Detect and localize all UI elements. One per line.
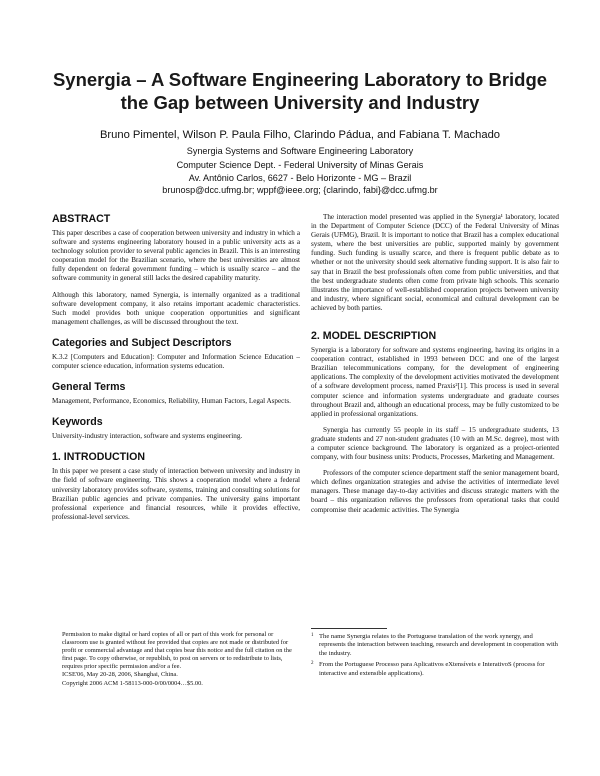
footnote-1-mark: 1 xyxy=(311,633,314,638)
footnote-rule xyxy=(311,628,387,629)
authors: Bruno Pimentel, Wilson P. Paula Filho, Clarindo Pádua, and Fabiana T. Machado xyxy=(99,129,501,141)
categories-text: K.3.2 [Computers and Education]: Computer and Information Science Education – computer science education, information systems education. xyxy=(52,352,300,371)
introduction-heading: 1. INTRODUCTION xyxy=(52,451,145,464)
title-line-2: the Gap between University and Industry xyxy=(120,92,480,113)
model-paragraph-1: Synergia is a laboratory for software and systems engineering, having its origins in a cooperation contract, established in 1993 between DCC and one of the largest Brazilian telecommunications company, for the development of engineering applications. The complexity of the development activities motivated the development of a software development process, named Praxis²[1]. This process is used in several computer science and information systems undergraduate and graduate courses throughout Brazil and, although an educational process, may be fully customized to be applied in professional organizations. xyxy=(311,346,559,418)
affiliation-dept: Computer Science Dept. - Federal University of Minas Gerais xyxy=(176,160,424,170)
keywords-heading: Keywords xyxy=(52,416,103,429)
footnote-1-text: The name Synergia relates to the Portuguese translation of the work synergy, and represents the interaction between teaching, research and development in cooperation with the industry. xyxy=(319,633,558,657)
general-terms-heading: General Terms xyxy=(52,381,126,394)
copyright-line: Copyright 2006 ACM 1-58113-000-0/00/0004…$5.00. xyxy=(62,679,203,687)
title-line-1: Synergia – A Software Engineering Laboratory to Bridge xyxy=(52,69,548,90)
keywords-text: University-industry interaction, software and systems engineering. xyxy=(52,432,243,441)
footnote-1 xyxy=(311,633,559,658)
paper-title xyxy=(40,68,560,114)
model-heading: 2. MODEL DESCRIPTION xyxy=(311,330,437,343)
footnotes xyxy=(311,633,559,681)
model-paragraph-3: Professors of the computer science department staff the senior management board, which defines organization strategies and advise the activities of intermediate level managers. These manage day-to-day activities and discuss strategic matters with the board – this organization relieves the professors from operational tasks that could compromise their academic activities. The Synergia xyxy=(311,469,559,514)
categories-heading: Categories and Subject Descriptors xyxy=(52,336,232,349)
abstract-paragraph-1: This paper describes a case of cooperation between university and industry in which a software and systems engineering laboratory housed in a public university acts as a technology solution provider to several public agencies in Brazil. This is an interesting cooperation model for the Brazilian scenario, where the best universities are almost fully dependent on federal government funding – which is usually scarce – and the software community in general still lacks the desired capability maturity. xyxy=(52,229,300,283)
abstract-paragraph-2: Although this laboratory, named Synergia, is internally organized as a traditional software development company, it also retains important academic characteristics. Such model provides both unique cooperation opportunities and significant management challenges, as will be discussed throughout the text. xyxy=(52,290,300,326)
left-column xyxy=(52,213,300,522)
interaction-paragraph: The interaction model presented was applied in the Synergia¹ laboratory, located in the Department of Computer Science (DCC) of the Federal University of Minas Gerais (UFMG), Brazil. It is important to notice that Brazil has a complex educational system, where the best universities are public, supported mainly by government funding. Such funding is usually scarce, and there is frequent public debate as to whether or not the university should seek alternative funding support. It is also fair to say that in Brazil the best professionals often come from public universities, and that the best undergraduate students often come from private high schools. This scenario illustrates the importance of well-established cooperation projects between university and industry, where significant social, economical and cultural development can be achieved by both parties. xyxy=(311,213,559,312)
copyright-notice xyxy=(62,631,298,688)
right-column xyxy=(311,213,559,515)
affiliation-address: Av. Antônio Carlos, 6627 - Belo Horizonte - MG – Brazil xyxy=(188,173,412,183)
introduction-paragraph-1: In this paper we present a case study of interaction between university and industry in the field of software engineering. This shows a cooperation model where a federal university laboratory provides software, systems, training and consulting solutions for Brazilian public agencies and private companies. The university gains important professional experience and financial resources, while it provides effective, professional-level services. xyxy=(52,467,300,521)
footnote-2-text: From the Portuguese Processo para Aplicativos eXtensíveis e InterativoS (process for interactive and extensible applications). xyxy=(319,661,545,677)
copyright-conference: ICSE'06, May 20-28, 2006, Shanghai, China. xyxy=(62,671,178,679)
footnote-2 xyxy=(311,661,559,678)
affiliation-emails: brunosp@dcc.ufmg.br; wppf@ieee.org; {clarindo, fabi}@dcc.ufmg.br xyxy=(162,185,438,195)
general-terms-text: Management, Performance, Economics, Reliability, Human Factors, Legal Aspects. xyxy=(52,397,291,406)
abstract-heading: ABSTRACT xyxy=(52,213,111,225)
model-paragraph-2: Synergia has currently 55 people in its staff – 15 undergraduate students, 13 graduate students and 27 non-student graduates (10 with an M.Sc. degree), most with a computer science background. The laboratory is organized as a project-oriented company, with four business units: Products, Processes, Marketing and Management. xyxy=(311,425,559,462)
affiliation-lab: Synergia Systems and Software Engineering Laboratory xyxy=(186,146,414,156)
copyright-permission: Permission to make digital or hard copies of all or part of this work for personal or classroom use is granted without fee provided that copies are not made or distributed for profit or commercial advantage and that copies bear this notice and the full citation on the first page. To copy otherwise, or republish, to post on servers or to redistribute to lists, requires prior specific permission and/or a fee. xyxy=(62,631,292,671)
footnote-2-mark: 2 xyxy=(311,661,314,667)
